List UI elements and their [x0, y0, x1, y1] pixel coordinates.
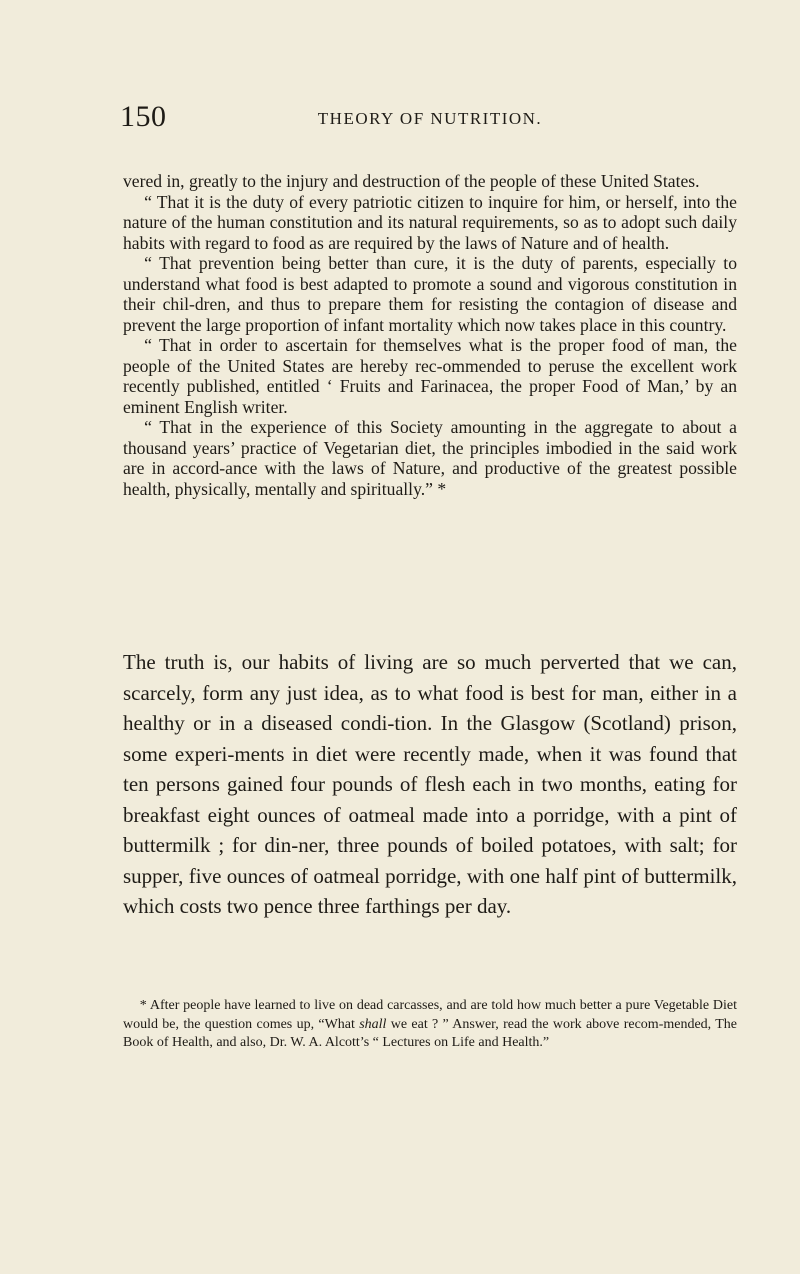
- body-paragraph: The truth is, our habits of living are so much perverted that we can, scarcely, form any just idea, as to what food is best for man, either in a healthy or in a diseased condi-tion. In the Glasgow (Scotland) prison, some experi-ments in diet were recently made, when it was found that ten persons gained four pounds of flesh each in two months, eating for breakfast eight ounces of oatmeal made into a porridge, with a pint of buttermilk ; for din-ner, three pounds of boiled potatoes, with salt; for supper, five ounces of oatmeal porridge, with one half pint of buttermilk, which costs two pence three farthings per day.: [123, 650, 737, 918]
- quote-paragraph: vered in, greatly to the injury and destruction of the people of these United States.: [123, 171, 700, 191]
- quote-paragraph: “ That prevention being better than cure, it is the duty of parents, especially to understand what food is best adapted to promote a sound and vigorous constitution in their chil-dren, and thus to prepare them for resisting the contagion of disease and prevent the large proportion of infant mortality which now takes place in this country.: [123, 253, 737, 335]
- footnote-text-end: we eat ? ” Answer, read the work above recom-mended, The Book of Health, and also, Dr. W. A. Alcott’s “ Lectures on Life and Health.”: [123, 1016, 737, 1050]
- footnote-text-start: * After people have learned to live on dead carcasses, and are told how much better a pure Vegetable Diet would be, the question comes up, “What: [123, 998, 737, 1032]
- quote-paragraph: “ That it is the duty of every patriotic citizen to inquire for him, or herself, into the nature of the human constitution and its natural requirements, so as to adopt such daily habits with regard to food as are required by the laws of Nature and of health.: [123, 191, 737, 253]
- quote-paragraph: “ That in order to ascertain for themselves what is the proper food of man, the people of the United States are hereby rec-ommended to peruse the excellent work recently published, entitled ‘ Fruits and Farinacea, the proper Food of Man,’ by an eminent English writer.: [123, 335, 737, 417]
- running-head: THEORY OF NUTRITION.: [317, 109, 543, 128]
- quoted-resolutions: [123, 171, 737, 499]
- page-header: [120, 100, 740, 140]
- footnote-emphasis: shall: [359, 1016, 387, 1032]
- footnote-paragraph: [123, 997, 737, 1053]
- page-number: 150: [120, 100, 167, 133]
- quote-paragraph: “ That in the experience of this Society amounting in the aggregate to about a thousand years’ practice of Vegetarian diet, the principles imbodied in the said work are in accord-ance with the laws of Nature, and productive of the greatest possible health, physically, mentally and spiritually.” *: [123, 417, 737, 499]
- footnote: [123, 997, 737, 1053]
- body-text: [123, 647, 737, 922]
